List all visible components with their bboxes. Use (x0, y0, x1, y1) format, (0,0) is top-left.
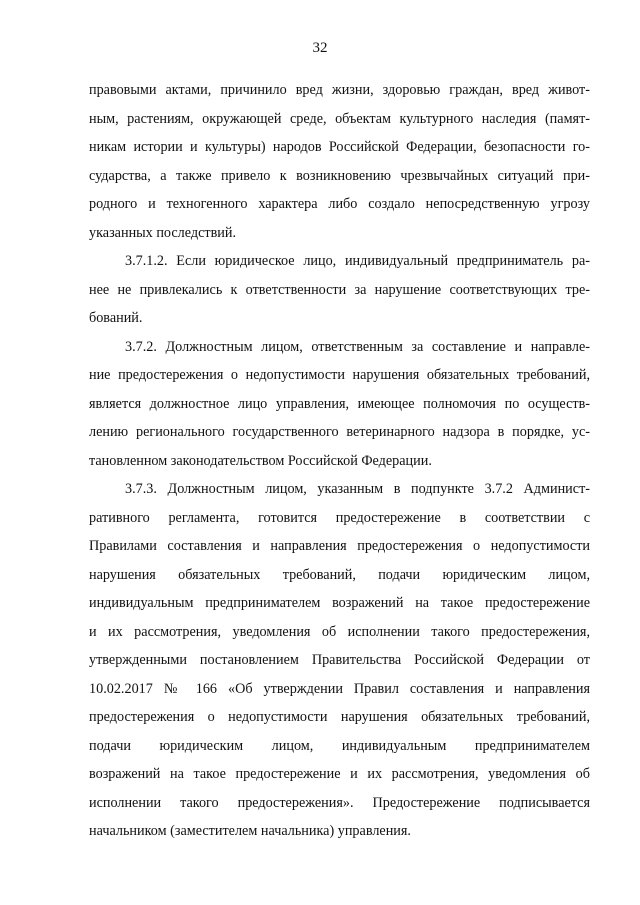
text-line: сударства, а также привело к возникновению чрезвычайных ситуаций при- (89, 167, 590, 184)
text-line: ным, растениям, окружающей среде, объектам культурного наследия (памят- (89, 110, 590, 127)
paragraph-3-7-2 (89, 333, 590, 476)
text-line: 10.02.2017 № 166 «Об утверждении Правил составления и направления (89, 680, 590, 697)
text-line: лению регионального государственного ветеринарного надзора в порядке, ус- (89, 424, 590, 440)
text-line: ративного регламента, готовится предостережение в соответствии с (89, 509, 590, 526)
text-line: 3.7.1.2. Если юридическое лицо, индивидуальный предприниматель ра- (125, 253, 590, 269)
text-line: утвержденными постановлением Правительства Российской Федерации от (89, 652, 590, 668)
text-line: и их рассмотрения, уведомления об исполнении такого предостережения, (89, 623, 590, 640)
text-line: ние предостережения о недопустимости нарушения обязательных требований, (89, 367, 590, 383)
paragraph-3-7-3 (89, 475, 590, 846)
paragraph-continuation (89, 76, 590, 247)
text-line: предостережения о недопустимости нарушения обязательных требований, (89, 709, 590, 725)
text-line: 3.7.2. Должностным лицом, ответственным за составление и направле- (125, 338, 590, 355)
text-line: 3.7.3. Должностным лицом, указанным в подпункте 3.7.2 Админист- (125, 481, 590, 497)
paragraph-3-7-1-2 (89, 247, 590, 333)
text-line: Правилами составления и направления предостережения о недопустимости (89, 538, 590, 554)
text-line: исполнении такого предостережения». Предостережение подписывается (89, 794, 590, 811)
text-line: является должностное лицо управления, имеющее полномочия по осуществ- (89, 395, 590, 412)
text-line: нее не привлекались к ответственности за нарушение соответствующих тре- (89, 281, 590, 298)
text-line: указанных последствий. (89, 224, 237, 241)
text-line: подачи юридическим лицом, индивидуальным предпринимателем (89, 737, 590, 754)
page-number: 32 (312, 40, 328, 56)
text-line: индивидуальным предпринимателем возражений на такое предостережение (89, 595, 590, 611)
text-line: родного и техногенного характера либо создало непосредственную угрозу (89, 196, 590, 212)
document-body (89, 76, 590, 846)
text-line: бований. (89, 310, 143, 326)
text-line: возражений на такое предостережение и их рассмотрения, уведомления об (89, 766, 590, 782)
text-line: правовыми актами, причинило вред жизни, здоровью граждан, вред живот- (89, 82, 590, 98)
text-line: тановленном законодательством Российской Федерации. (89, 452, 432, 469)
text-line: нарушения обязательных требований, подачи юридическим лицом, (89, 566, 590, 583)
text-line: начальником (заместителем начальника) управления. (89, 823, 411, 839)
text-line: никам истории и культуры) народов Российской Федерации, безопасности го- (89, 139, 590, 155)
